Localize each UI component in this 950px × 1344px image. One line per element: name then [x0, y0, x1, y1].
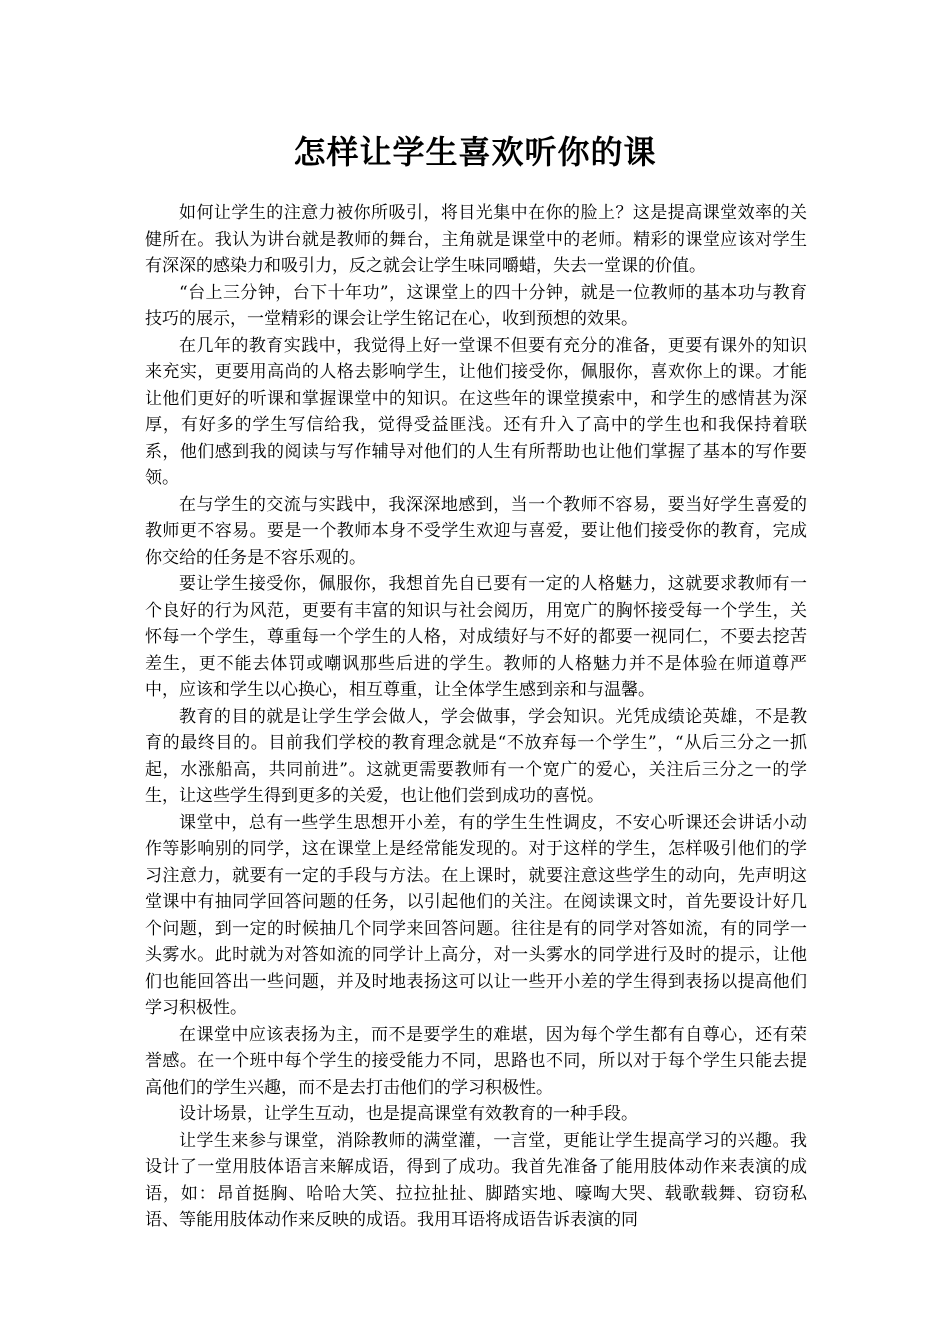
paragraph: 在几年的教育实践中，我觉得上好一堂课不但要有充分的准备，更要有课外的知识来充实，更要用高尚的人格去影响学生，让他们接受你，佩服你，喜欢你上的课。才能让他们更好的听课和掌握课堂中的知识。在这些年的课堂摸索中，和学生的感情甚为深厚，有好多的学生写信给我，觉得受益匪浅。还有升入了高中的学生也和我保持着联系，他们感到我的阅读与写作辅导对他们的人生有所帮助也让他们掌握了基本的写作要领。	[145, 335, 807, 488]
paragraph: 在与学生的交流与实践中，我深深地感到，当一个教师不容易，要当好学生喜爱的教师更不容易。要是一个教师本身不受学生欢迎与喜爱，要让他们接受你的教育，完成你交给的任务是不容乐观的。	[145, 494, 807, 568]
paragraph: 设计场景，让学生互动，也是提高课堂有效教育的一种手段。	[179, 1104, 638, 1124]
paragraph: 让学生来参与课堂，消除教师的满堂灌，一言堂，更能让学生提高学习的兴趣。我设计了一堂用肢体语言来解成语，得到了成功。我首先准备了能用肢体动作来表演的成语，如：昂首挺胸、哈哈大笑、拉拉扯扯、脚踏实地、嚎啕大哭、载歌载舞、窃窃私语、等能用肢体动作来反映的成语。我用耳语将成语告诉表演的同	[145, 1130, 807, 1230]
paragraph: 在课堂中应该表扬为主，而不是要学生的难堪，因为每个学生都有自尊心，还有荣誉感。在一个班中每个学生的接受能力不同，思路也不同，所以对于每个学生只能去提高他们的学生兴趣，而不是去打击他们的学习积极性。	[145, 1024, 807, 1098]
paragraph: 如何让学生的注意力被你所吸引，将目光集中在你的脸上？这是提高课堂效率的关健所在。我认为讲台就是教师的舞台，主角就是课堂中的老师。精彩的课堂应该对学生有深深的感染力和吸引力，反之就会让学生味同嚼蜡，失去一堂课的价值。	[145, 203, 807, 276]
paragraph: 要让学生接受你，佩服你，我想首先自已要有一定的人格魅力，这就要求教师有一个良好的行为风范，更要有丰富的知识与社会阅历，用宽广的胸怀接受每一个学生，关怀每一个学生，尊重每一个学生的人格，对成绩好与不好的都要一视同仁，不要去挖苦差生，更不能去体罚或嘲讽那些后进的学生。教师的人格魅力并不是体验在师道尊严中，应该和学生以心换心，相互尊重，让全体学生感到亲和与温馨。	[145, 574, 807, 700]
document-title: 怎样让学生喜欢听你的课	[293, 133, 657, 171]
document-body	[145, 200, 807, 1234]
paragraph: 课堂中，总有一些学生思想开小差，有的学生生性调皮，不安心听课还会讲话小动作等影响别的同学，这在课堂上是经常能发现的。对于这样的学生，怎样吸引他们的学习注意力，就要有一定的手段与方法。在上课时，就要注意这些学生的动向，先声明这堂课中有抽同学回答问题的任务，以引起他们的关注。在阅读课文时，首先要设计好几个问题，到一定的时候抽几个同学来回答问题。往往是有的同学对答如流，有的同学一头雾水。此时就为对答如流的同学计上高分，对一头雾水的同学进行及时的提示，让他们也能回答出一些问题，并及时地表扬这可以让一些开小差的学生得到表扬以提高他们学习积极性。	[145, 812, 807, 1018]
paragraph: 教育的目的就是让学生学会做人，学会做事，学会知识。光凭成绩论英雄，不是教育的最终目的。目前我们学校的教育理念就是“不放弃每一个学生”，“从后三分之一抓起，水涨船高，共同前进”。这就更需要教师有一个宽广的爱心，关注后三分之一的学生，让这些学生得到更多的关爱，也让他们尝到成功的喜悦。	[145, 706, 807, 806]
paragraph: “台上三分钟，台下十年功”，这课堂上的四十分钟，就是一位教师的基本功与教育技巧的展示，一堂精彩的课会让学生铭记在心，收到预想的效果。	[145, 282, 807, 329]
